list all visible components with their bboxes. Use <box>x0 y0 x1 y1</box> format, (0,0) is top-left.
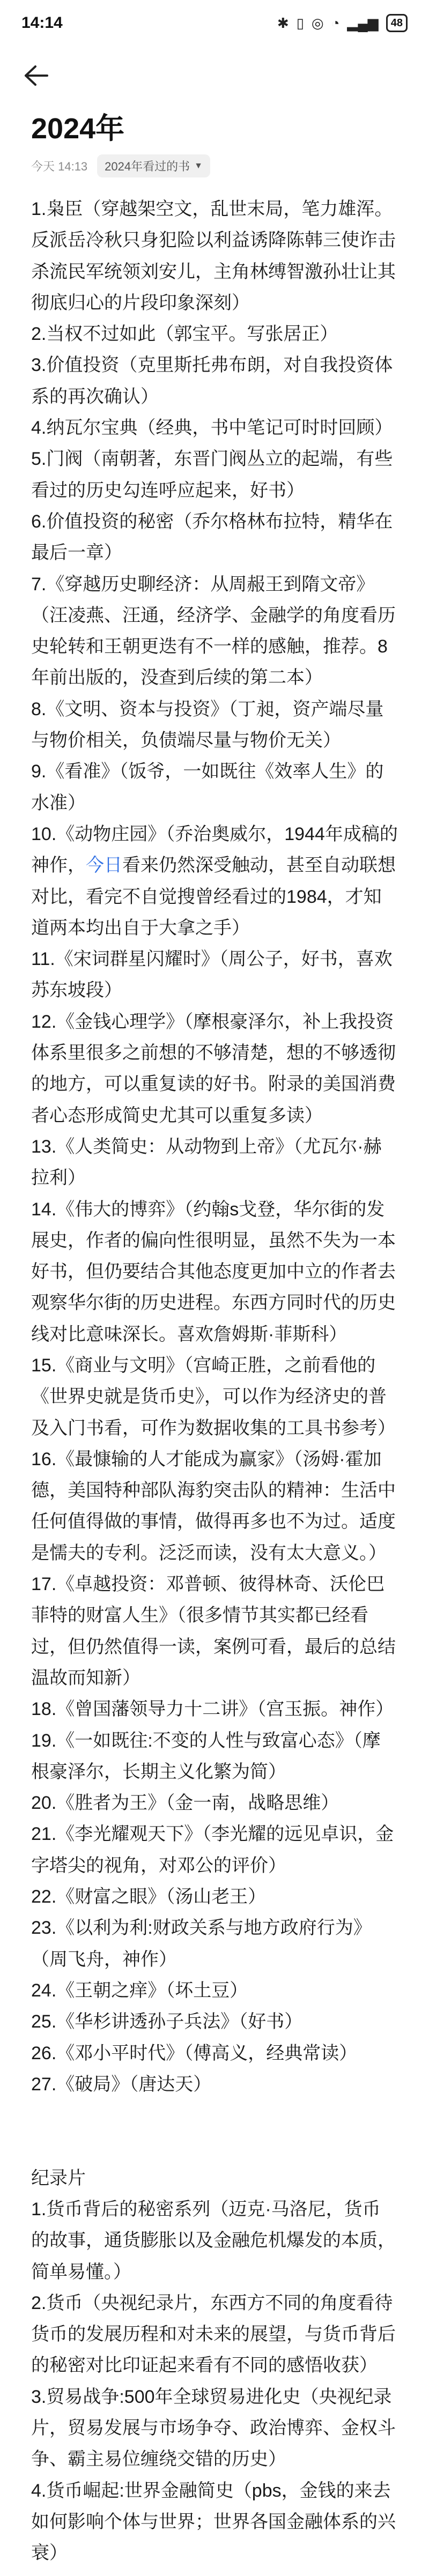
book-item: 16.《最慷输的人才能成为赢家》（汤姆·霍加德，美国特种部队海豹突击队的精神：生活中任何值得做的事情，做得再多也不为过。适度是懦夫的专利。泛泛而读，没有太大意义。） <box>31 1449 396 1563</box>
book-item: 22.《财富之眼》（汤山老王） <box>31 1887 267 1907</box>
back-arrow-icon[interactable] <box>20 60 53 92</box>
date-link[interactable]: 今日 <box>86 855 122 876</box>
book-item: 4.纳瓦尔宝典（经典，书中笔记可时时回顾） <box>31 418 393 439</box>
status-bar <box>0 0 429 46</box>
vibrate-icon: ▯ <box>296 14 304 31</box>
book-item: 7.《穿越历史聊经济：从周赧王到隋文帝》（汪凌燕、汪通，经济学、金融学的角度看历史轮转和王朝更迭有不一样的感触，推荐。8年前出版的，没查到后续的第二本） <box>31 574 396 688</box>
note-title[interactable]: 2024年 <box>31 113 125 145</box>
doc-item: 4.货币崛起:世界金融简史（pbs，金钱的来去如何影响个体与世界；世界各国金融体系的兴衰） <box>31 2480 396 2564</box>
battery-icon <box>386 14 408 32</box>
battery-level: 48 <box>390 17 403 29</box>
book-item: 24.《王朝之痒》（坏土豆） <box>31 1980 248 2001</box>
blank-line <box>31 2131 398 2162</box>
book-item: 9.《看准》（饭爷，一如既往《效率人生》的水准） <box>31 761 384 813</box>
status-time: 14:14 <box>21 14 63 32</box>
book-item <box>31 819 398 944</box>
book-item: 27.《破局》（唐达天） <box>31 2074 212 2095</box>
note-meta <box>31 154 398 177</box>
wifi-icon: ◔ <box>331 14 340 31</box>
book-item: 1.枭臣（穿越架空文，乱世末局，笔力雄浑。反派岳冷秋只身犯险以利益诱降陈韩三使诈击杀流民军统领刘安儿，主角林缚智激孙壮让其彻底归心的片段印象深刻） <box>31 199 396 313</box>
status-icons <box>277 14 408 32</box>
folder-name: 2024年看过的书 <box>105 160 190 173</box>
bluetooth-icon: ✱ <box>277 14 289 31</box>
chevron-down-icon: ▼ <box>194 161 203 170</box>
nfc-icon: ◎ <box>311 14 324 31</box>
book-item: 13.《人类简史：从动物到上帝》（尤瓦尔·赫拉利） <box>31 1136 382 1189</box>
book-item: 19.《一如既往:不变的人性与致富心态》（摩根豪泽尔，长期主义化繁为简） <box>31 1730 381 1782</box>
book-item: 25.《华杉讲透孙子兵法》（好书） <box>31 2011 303 2032</box>
book-item: 12.《金钱心理学》（摩根豪泽尔，补上我投资体系里很多之前想的不够清楚，想的不够透彻的地方，可以重复读的好书。附录的美国消费者心态形成简史尤其可以重复多读） <box>31 1011 396 1126</box>
note-body[interactable] <box>31 194 398 2569</box>
book-item: 15.《商业与文明》（宫崎正胜，之前看他的《世界史就是货币史》，可以作为经济史的普及入门书看，可作为数据收集的工具书参考） <box>31 1355 396 1438</box>
book-item: 2.当权不过如此（郭宝平。写张居正） <box>31 324 338 345</box>
book-item-text-cont: 看来仍然深受触动，甚至自动联想对比，看完不自觉搜曾经看过的1984，才知道两本均出自于大拿之手） <box>31 855 396 938</box>
nav-bar <box>0 46 429 105</box>
book-item: 11.《宋词群星闪耀时》（周公子，好书，喜欢苏东坡段） <box>31 949 393 1001</box>
doc-item: 2.货币（央视纪录片，东西方不同的角度看待货币的发展历程和对未来的展望，与货币背后的秘密对比印证起来看有不同的感悟收获） <box>31 2292 396 2376</box>
book-item: 21.《李光耀观天下》（李光耀的远见卓识，金字塔尖的视角，对邓公的评价） <box>31 1824 394 1876</box>
book-item: 6.价值投资的秘密（乔尔格林布拉特，精华在最后一章） <box>31 511 393 563</box>
book-item: 5.门阀（南朝著，东晋门阀丛立的起端，有些看过的历史勾连呼应起来，好书） <box>31 449 393 501</box>
blank-line <box>31 2100 398 2131</box>
book-item: 3.价值投资（克里斯托弗布朗，对自我投资体系的再次确认） <box>31 355 393 407</box>
doc-item: 1.货币背后的秘密系列（迈克·马洛尼，货币的故事，通货膨胀以及金融危机爆发的本质，简单易懂。） <box>31 2199 396 2282</box>
book-item: 17.《卓越投资：邓普顿、彼得林奇、沃伦巴菲特的财富人生》（很多情节其实都已经看过，但仍然值得一读，案例可看，最后的总结温故而知新） <box>31 1574 396 1688</box>
doc-item: 3.贸易战争:500年全球贸易进化史（央视纪录片，贸易发展与市场争夺、政治博弈、金权斗争、霸主易位缠绕交错的历史） <box>31 2386 396 2470</box>
docs-heading: 纪录片 <box>31 2167 86 2188</box>
book-item: 8.《文明、资本与投资》（丁昶，资产端尽量与物价相关，负债端尽量与物价无关） <box>31 699 384 751</box>
book-item: 23.《以利为利:财政关系与地方政府行为》（周飞舟，神作） <box>31 1918 372 1970</box>
note-timestamp: 今天 14:13 <box>31 160 88 173</box>
signal-icon: ▂▄▆ <box>347 14 379 31</box>
book-item: 26.《邓小平时代》（傅高义，经典常读） <box>31 2043 358 2063</box>
book-item: 14.《伟大的博弈》（约翰s戈登，华尔街的发展史，作者的偏向性很明显，虽然不失为一本好书，但仍要结合其他态度更加中立的作者去观察华尔街的历史进程。东西方同时代的历史线对比意味深长。喜欢詹姆斯·菲斯科） <box>31 1199 396 1345</box>
folder-selector[interactable] <box>97 154 210 177</box>
book-item: 20.《胜者为王》（金一南，战略思维） <box>31 1793 339 1814</box>
book-item: 18.《曾国藩领导力十二讲》（宫玉振。神作） <box>31 1699 394 1720</box>
book-item-text: 10.《动物庄园》（乔治奥威尔，1944年成稿的神作， <box>31 823 398 876</box>
